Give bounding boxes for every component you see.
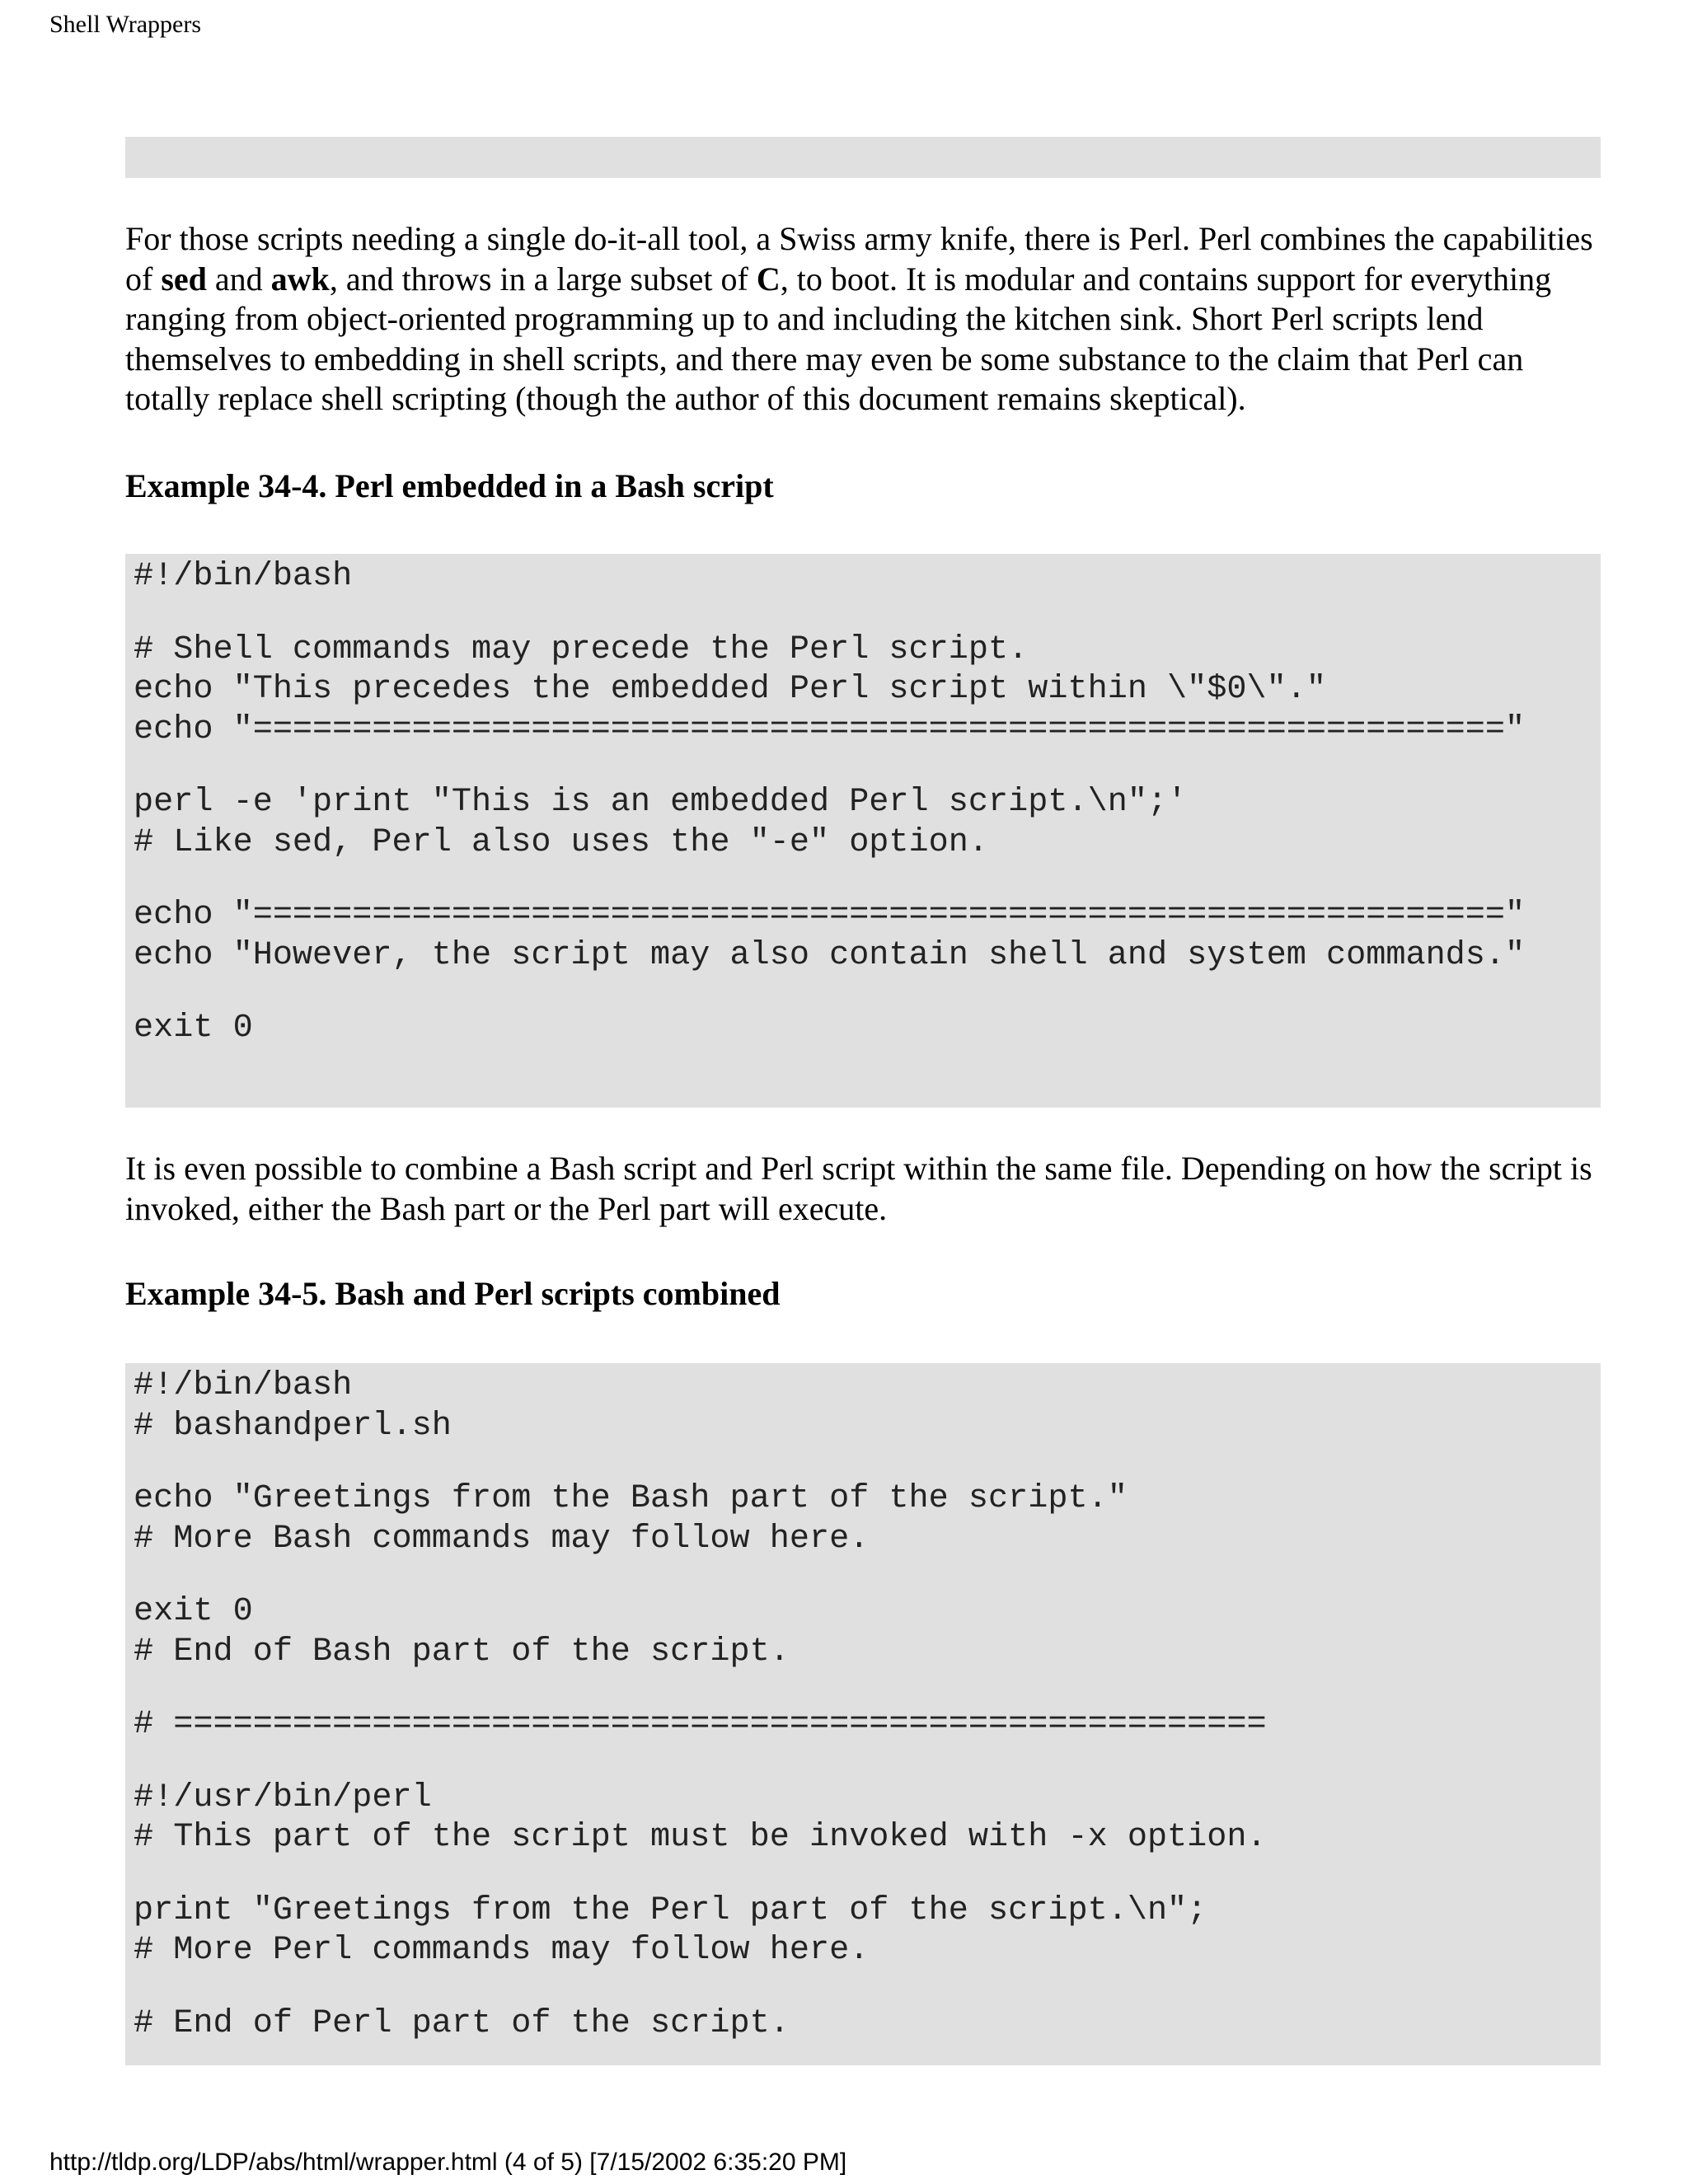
code-blank-line xyxy=(134,863,1601,896)
awk-command: awk xyxy=(270,260,330,298)
code-line: # More Perl commands may follow here. xyxy=(134,1932,870,1969)
code-blank-line xyxy=(134,1971,1601,2004)
sed-command: sed xyxy=(161,260,207,298)
intro-paragraph xyxy=(125,219,1601,419)
code-line: exit 0 xyxy=(134,1010,253,1047)
code-blank-line xyxy=(134,976,1601,1009)
code-line: # Shell commands may precede the Perl script. xyxy=(134,630,1029,668)
code-line: # Like sed, Perl also uses the "-e" option. xyxy=(134,823,989,861)
top-code-box-fragment xyxy=(125,137,1601,178)
code-blank-line xyxy=(134,1858,1601,1891)
example-34-5-title: Example 34-5. Bash and Perl scripts combined xyxy=(125,1275,781,1312)
code-line: exit 0 xyxy=(134,1593,253,1630)
intro-text-1: For those scripts needing a single do-it-all tool, a Swiss army knife, there is Perl. Perl combines the capabilities of xyxy=(125,220,1593,298)
running-header: Shell Wrappers xyxy=(49,11,202,38)
code-line: # More Bash commands may follow here. xyxy=(134,1520,870,1558)
code-line: #!/usr/bin/perl xyxy=(134,1779,432,1816)
code-blank-line xyxy=(134,598,1601,630)
code-line: #!/bin/bash xyxy=(134,1367,353,1404)
intro-text-4: , to boot. It is modular and contains support for everything ranging from object-oriented programming up to and including the kitchen sink. Short Perl scripts lend themselves to embedding in shell scripts, and there may even be some substance to the claim that Perl can totally replace shell scripting (though the author of this document remains skeptical). xyxy=(125,260,1552,417)
code-line: # ======================================================= xyxy=(134,1706,1267,1743)
code-blank-line xyxy=(134,1672,1601,1705)
code-line: # End of Bash part of the script. xyxy=(134,1633,790,1671)
example-34-4-code xyxy=(125,554,1601,1108)
intro-text-2: and xyxy=(206,260,271,298)
code-line: print "Greetings from the Perl part of the script.\n"; xyxy=(134,1891,1207,1929)
code-line: #!/bin/bash xyxy=(134,558,353,595)
code-line: perl -e 'print "This is an embedded Perl script.\n";' xyxy=(134,784,1188,821)
code-line: # bashandperl.sh xyxy=(134,1407,452,1445)
code-line: # This part of the script must be invoked with -x option. xyxy=(134,1819,1267,1856)
intro-text-3: , and throws in a large subset of xyxy=(329,260,757,298)
code-line: echo "===============================================================" xyxy=(134,897,1526,934)
code-blank-line xyxy=(134,1746,1601,1779)
code-line: # End of Perl part of the script. xyxy=(134,2004,790,2042)
code-line: echo "This precedes the embedded Perl script within \"$0\"." xyxy=(134,671,1326,708)
example-34-5-code xyxy=(125,1363,1601,2065)
code-line: echo "Greetings from the Bash part of the script." xyxy=(134,1480,1128,1517)
code-blank-line xyxy=(134,1559,1601,1592)
page-source-footer: http://tldp.org/LDP/abs/html/wrapper.html (4 of 5) [7/15/2002 6:35:20 PM] xyxy=(49,2149,847,2176)
code-blank-line xyxy=(134,750,1601,783)
example-34-4-title: Example 34-4. Perl embedded in a Bash script xyxy=(125,467,774,504)
middle-paragraph: It is even possible to combine a Bash script and Perl script within the same file. Depending on how the script is invoked, either the Bash part or the Perl part will execute. xyxy=(125,1150,1592,1227)
c-language: C xyxy=(756,260,781,298)
code-blank-line xyxy=(134,1446,1601,1479)
code-line: echo "===============================================================" xyxy=(134,710,1526,748)
code-line: echo "However, the script may also contain shell and system commands." xyxy=(134,936,1526,974)
